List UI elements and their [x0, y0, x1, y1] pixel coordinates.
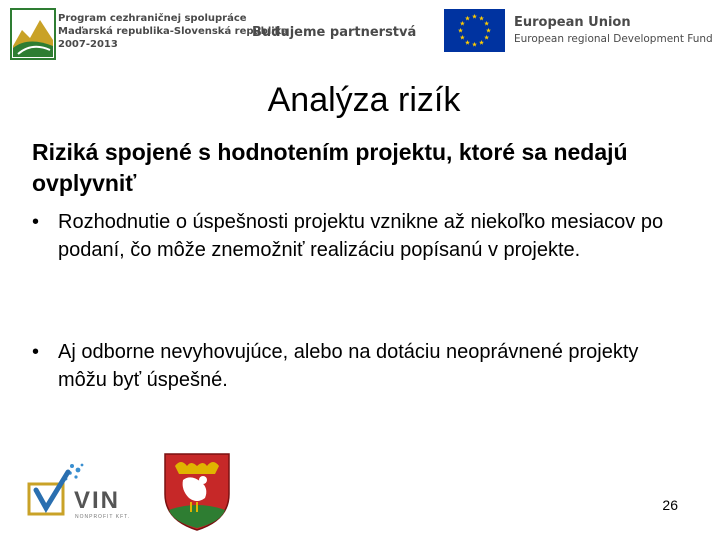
- slide-title: Analýza rizík: [267, 81, 461, 119]
- motto: Budujeme partnerstvá: [252, 25, 417, 40]
- page-number: 26: [662, 497, 678, 513]
- bullet-dot: •: [32, 341, 40, 363]
- eu-label: [514, 14, 713, 46]
- program-line-2: Maďarská republika-Slovenská republika: [58, 26, 289, 37]
- eu-flag-icon: [444, 9, 505, 52]
- vin-wordmark: VIN: [74, 487, 121, 514]
- bullet-dot: •: [32, 211, 40, 233]
- bullet-item: [32, 338, 682, 394]
- coat-of-arms: [161, 450, 233, 532]
- program-logo: [10, 8, 56, 60]
- program-line-1: Program cezhraničnej spolupráce: [58, 13, 247, 24]
- bullet-item: [32, 208, 682, 264]
- eu-subtitle: European regional Development Fund: [514, 33, 713, 45]
- bullet-text: Rozhodnutie o úspešnosti projektu vznikne až niekoľko mesiacov po podaní, čo môže znemožniť realizáciu popísanú v projekte.: [58, 211, 664, 261]
- bullet-text: Aj odborne nevyhovujúce, alebo na dotáciu neoprávnené projekty môžu byť úspešné.: [58, 341, 639, 391]
- program-line-3: 2007-2013: [58, 39, 118, 50]
- vin-logo: [26, 462, 144, 524]
- slide-subheading: Riziká spojené s hodnotením projektu, ktoré sa nedajú ovplyvniť: [32, 139, 628, 196]
- program-name: [58, 12, 289, 51]
- eu-title: European Union: [514, 15, 631, 30]
- vin-caption: NONPROFIT KFT.: [75, 514, 131, 520]
